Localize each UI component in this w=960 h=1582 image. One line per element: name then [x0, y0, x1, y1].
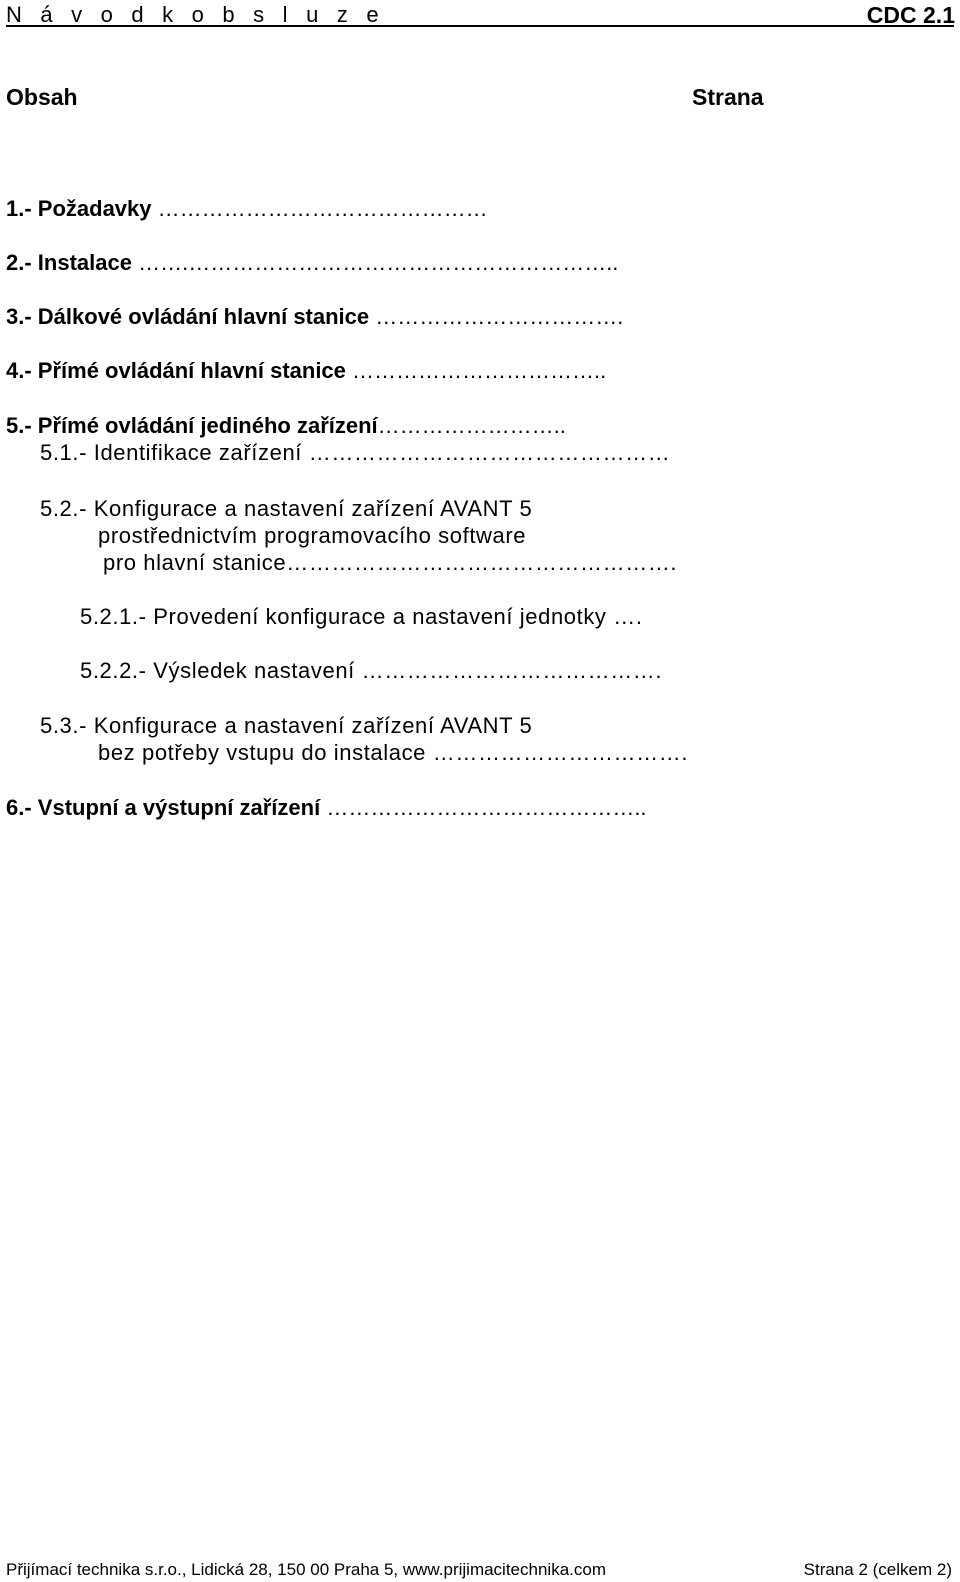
header-title: N á v o d k o b s l u z e — [6, 2, 385, 27]
toc-entry-5 — [6, 413, 566, 439]
header-rule — [6, 25, 954, 27]
toc-entry-text: 2.- Instalace — [6, 250, 132, 275]
toc-entry-5-2-1 — [80, 604, 643, 630]
toc-entry-leader: …………………….. — [377, 413, 566, 438]
toc-entry-5-2-line3 — [103, 550, 677, 576]
toc-entry-text: 5.1.- Identifikace zařízení — [40, 440, 302, 465]
toc-entry-1 — [6, 196, 488, 222]
toc-entry-3 — [6, 304, 623, 330]
toc-entry-leader: ……………………………………………. — [286, 550, 678, 575]
toc-entry-text: 5.3.- Konfigurace a nastavení zařízení AVANT 5 — [40, 713, 533, 738]
footer-page-number: Strana 2 (celkem 2) — [803, 1560, 952, 1579]
toc-entry-text: bez potřeby vstupu do instalace — [98, 740, 427, 765]
toc-entry-5-3-line2 — [98, 740, 688, 766]
toc-entry-text: 6.- Vstupní a výstupní zařízení — [6, 795, 321, 820]
toc-entry-5-3 — [40, 713, 532, 739]
toc-entry-5-1 — [40, 440, 670, 466]
toc-entry-leader: …. — [613, 604, 643, 629]
toc-entry-text: 5.2.2.- Výsledek nastavení — [80, 658, 355, 683]
toc-entry-2 — [6, 250, 618, 276]
toc-entry-text: pro hlavní stanice — [103, 550, 287, 575]
toc-entry-text: 1.- Požadavky — [6, 196, 152, 221]
toc-entry-leader: ……………………………. — [432, 740, 689, 765]
header-code: CDC 2.1 — [866, 2, 955, 28]
toc-entry-leader: ……………………………. — [375, 304, 624, 329]
toc-heading: Obsah — [6, 84, 78, 110]
toc-entry-leader: ………………………………………… — [308, 440, 671, 465]
footer-company: Přijímací technika s.r.o., Lidická 28, 150 00 Praha 5, www.prijimacitechnika.com — [6, 1560, 606, 1579]
toc-entry-leader: …………………………………….. — [326, 795, 647, 820]
toc-entry-text: 5.2.- Konfigurace a nastavení zařízení AVANT 5 — [40, 496, 533, 521]
toc-entry-leader: ……………………………………… — [157, 196, 488, 221]
toc-entry-5-2 — [40, 496, 532, 522]
toc-entry-leader: …….………………………………………………….. — [138, 250, 619, 275]
toc-entry-5-2-2 — [80, 658, 662, 684]
toc-entry-6 — [6, 795, 647, 821]
toc-entry-text: prostřednictvím programovacího software — [98, 523, 527, 548]
toc-entry-leader: …………………………………. — [361, 658, 663, 683]
toc-entry-4 — [6, 358, 606, 384]
toc-entry-text: 4.- Přímé ovládání hlavní stanice — [6, 358, 346, 383]
toc-entry-text: 3.- Dálkové ovládání hlavní stanice — [6, 304, 370, 329]
toc-entry-text: 5.- Přímé ovládání jediného zařízení — [6, 413, 378, 438]
toc-entry-leader: …………………………….. — [352, 358, 607, 383]
toc-entry-5-2-line2 — [98, 523, 526, 549]
toc-entry-text: 5.2.1.- Provedení konfigurace a nastavení jednotky — [80, 604, 607, 629]
page-column-heading: Strana — [692, 84, 764, 110]
